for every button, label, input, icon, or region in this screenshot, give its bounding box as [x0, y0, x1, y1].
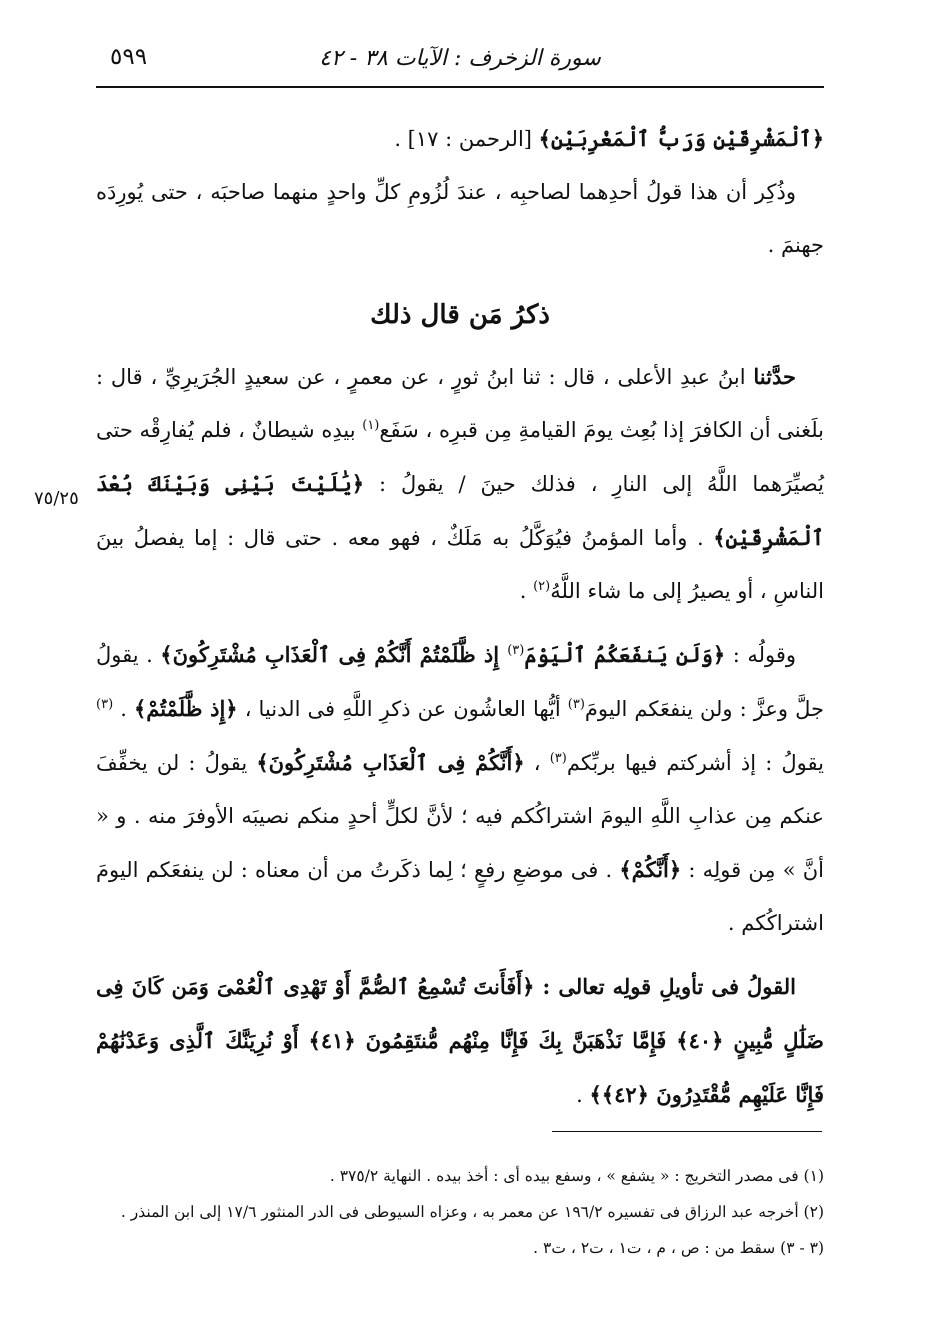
text-run: .	[576, 1083, 590, 1107]
running-title: سورة الزخرف : الآيات ٣٨ - ٤٢	[319, 46, 601, 71]
footnote-marker: (٣)	[96, 697, 114, 712]
text-run: يقولُ : لن يخفِّفَ عنكم مِن عذابِ اللَّهِ اليومَ اشتراكُكم فيه ؛ لأنَّ لكلٍّ أحدٍ منكم نصيبَه الأوفرَ منه . و « أنَّ » مِن قولِه :	[96, 751, 824, 882]
text-run: . يقولُ جلَّ وعزَّ : ولن ينفعَكم اليومَ	[96, 643, 824, 721]
quran-verse: ﴿أَنَّكُمْ فِى ٱلْعَذَابِ مُشْتَرِكُونَ﴾	[256, 750, 525, 775]
paragraph-1	[96, 112, 824, 166]
footnote-marker: (٣)	[507, 643, 525, 658]
footnote-2: (٢) أخرجه عبد الرزاق فى تفسيره ١٩٦/٢ عن معمر به ، وعزاه السيوطى فى الدر المنثور ١٧/٦ إلى ابن المنذر .	[120, 1203, 824, 1221]
footnote-divider	[552, 1131, 822, 1132]
quran-verse: ﴿إِذ ظَّلَمْتُمْ﴾	[133, 696, 238, 721]
text-run: .	[519, 579, 534, 603]
text-run: أيُّها العاشُون عن ذكرِ اللَّهِ فى الدنيا ،	[237, 697, 568, 721]
page-header	[96, 38, 824, 88]
text-run: يقولُ : إذ أشركتم فيها بربِّكم	[566, 751, 824, 775]
paragraph-4	[96, 628, 824, 950]
paragraph-5	[96, 960, 824, 1122]
tafsir-lead: القولُ فى تأويلِ قولِه تعالى :	[534, 974, 796, 999]
footnote-3: (٣ - ٣) سقط من : ص ، م ، ت١ ، ت٢ ، ت٣ .	[533, 1239, 824, 1257]
text-run: بيدِه شيطانٌ ، فلم يُفارِقْه حتى يُصيِّرَهما اللَّهُ إلى النارِ ، فذلك حينَ / يقولُ :	[96, 418, 824, 496]
quran-verse: ﴿يَٰلَيْتَ بَيْنِى وَبَيْنَكَ بُعْدَ ٱلْمَشْرِقَيْنِ﴾	[96, 471, 824, 550]
quran-verse: ﴿ٱلْمَشْرِقَيْنِ وَرَبُّ ٱلْمَغْرِبَيْنِ﴾	[538, 126, 824, 151]
paragraph-3	[96, 350, 824, 618]
paragraph-2: وذُكِر أن هذا قولُ أحدِهما لصاحبِه ، عندَ لُزُومِ كلِّ واحدٍ منهما صاحبَه ، حتى يُورِدَه جهنمَ .	[96, 180, 824, 257]
page-number: ٥٩٩	[110, 44, 148, 70]
footnote-marker: (٣)	[567, 697, 585, 712]
text-run: . وأما المؤمنُ فيُوَكَّلُ به مَلَكٌ ، فهو معه . حتى قال : إما يفصلُ بينَ الناسِ ، أو يصيرُ إلى ما شاء اللَّهُ	[96, 526, 824, 603]
quran-verse: إِذ ظَّلَمْتُمْ أَنَّكُمْ فِى ٱلْعَذَابِ مُشْتَرِكُونَ﴾	[160, 642, 508, 667]
section-heading: ذكرُ مَن قال ذلك	[370, 300, 550, 330]
narration-lead: حدَّثنا	[753, 364, 796, 389]
text-run: وقولُه :	[725, 643, 796, 667]
quran-verse: ﴿وَلَن يَنفَعَكُمُ ٱلْيَوْمَ	[524, 642, 726, 667]
text-run: ابنُ عبدِ الأعلى ، قال : ثنا ابنُ ثورٍ ، عن معمرٍ ، عن سعيدٍ الجُرَيرِيِّ ، قال : بلَغنى أن الكافرَ إذا بُعِث يومَ القيامةِ مِن قبرِه ، سَفَع	[96, 365, 824, 442]
quran-verse: ﴿أَنَّكُمْ﴾	[619, 857, 682, 882]
quran-verse: ﴿أَفَأَنتَ تُسْمِعُ ٱلصُّمَّ أَوْ تَهْدِى ٱلْعُمْىَ وَمَن كَانَ فِى ضَلَٰلٍ مُّبِينٍ ﴿٤٠﴾ فَإِمَّا نَذْهَبَنَّ بِكَ فَإِنَّا مِنْهُم مُّنتَقِمُونَ ﴿٤١﴾ أَوْ نُرِيَنَّكَ ٱلَّذِى وَعَدْنَٰهُمْ فَإِنَّا عَلَيْهِم مُّقْتَدِرُونَ ﴿٤٢﴾﴾	[96, 974, 824, 1107]
footnote-marker: (٣)	[549, 751, 567, 766]
footnotes	[96, 1158, 824, 1266]
verse-reference: [الرحمن : ١٧] .	[394, 127, 539, 151]
text-run: . فى موضعِ رفعٍ ؛ لِما ذكَرتُ من أن معناه : لن ينفعَكم اليومَ اشتراكُكم .	[96, 858, 824, 935]
footnote-marker: (١)	[362, 418, 380, 433]
text-run: ،	[524, 751, 550, 775]
main-text	[96, 112, 824, 1122]
footnote-marker: (٢)	[533, 579, 551, 594]
footnote-1: (١) فى مصدر التخريج : « يشفع » ، وسفع بيده أى : أخذ بيده . النهاية ٣٧٥/٢ .	[329, 1167, 824, 1185]
margin-reference: ٧٥/٢٥	[34, 488, 79, 509]
text-run: .	[113, 697, 134, 721]
